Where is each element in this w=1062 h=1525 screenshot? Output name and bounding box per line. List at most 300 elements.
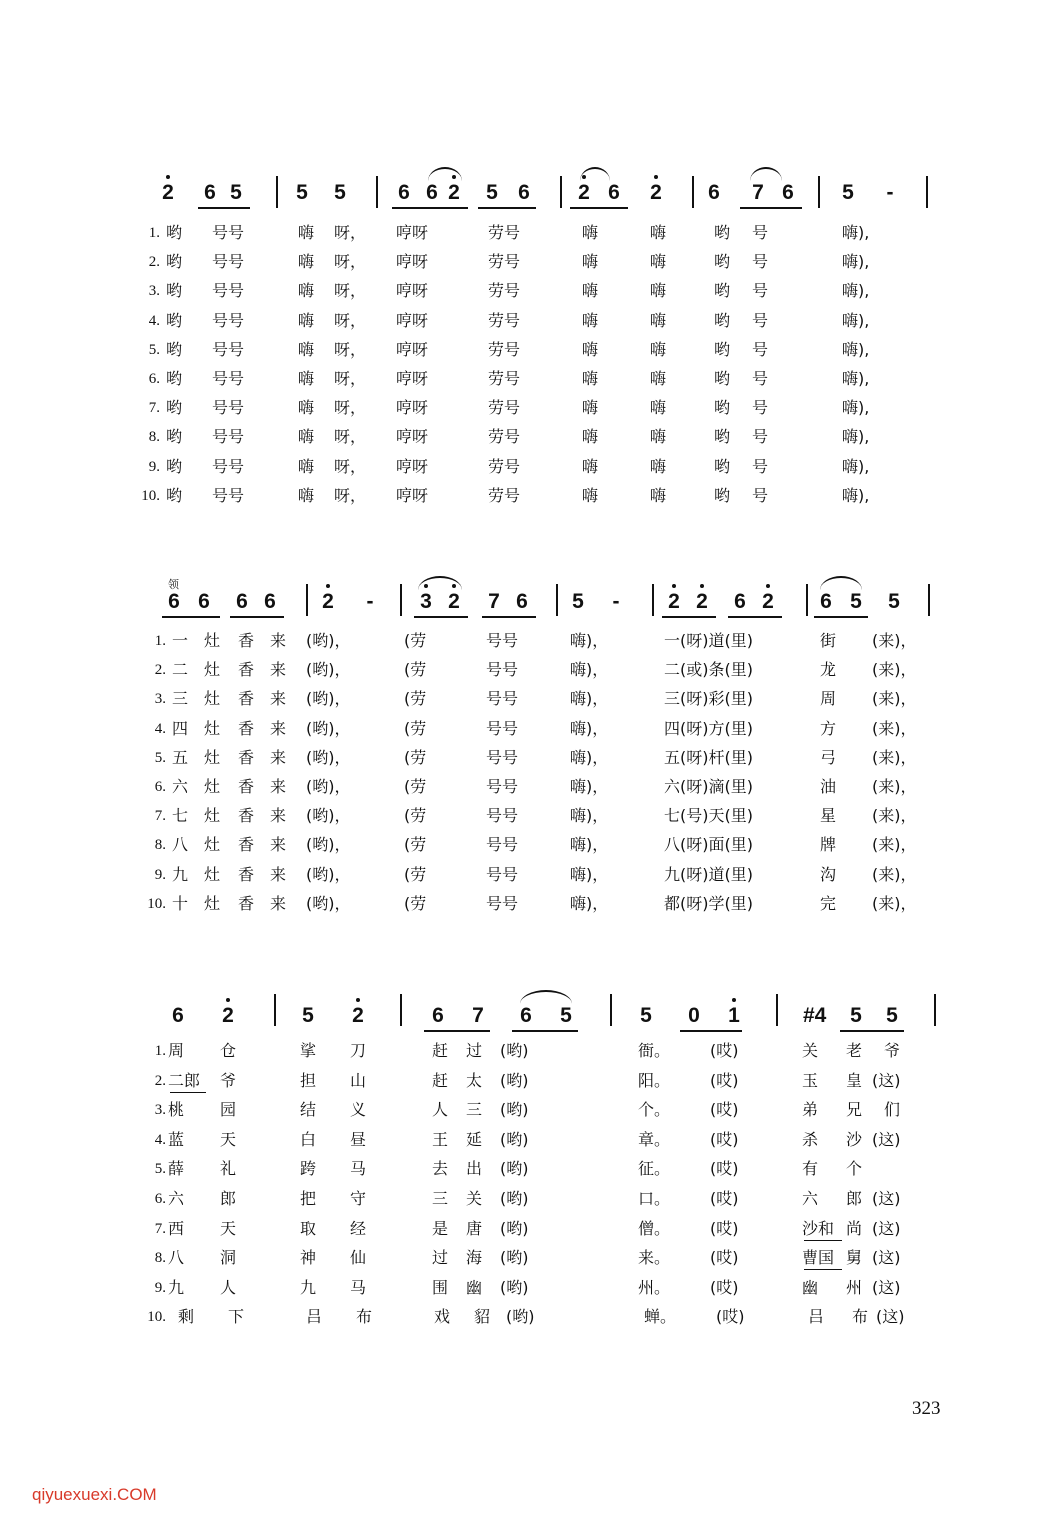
- lyric-word: 灶: [204, 719, 221, 738]
- lyric-word: 一: [172, 631, 189, 650]
- slur-mark: [520, 990, 572, 1004]
- lyric-word: (这): [872, 1189, 901, 1208]
- lyric-word: 尚: [846, 1219, 863, 1238]
- lyric-word: 劳号: [488, 311, 521, 330]
- lyric-word: (哟): [500, 1189, 529, 1208]
- verse-number: 2.: [148, 254, 160, 270]
- lyric-word: 嗨)，: [570, 660, 609, 679]
- lyric-word: 灶: [204, 894, 221, 913]
- lyric-word: 三(呀)彩(里): [664, 689, 753, 708]
- lyric-word: 六: [802, 1189, 819, 1208]
- lyric-row: [0, 1038, 1062, 1064]
- verse-number: 7.: [148, 400, 160, 416]
- lyric-word: 过: [432, 1248, 449, 1267]
- lyric-word: 九(呀)道(里): [664, 865, 753, 884]
- lyric-word: 嗨: [650, 369, 667, 388]
- lyric-word: 嗨: [650, 311, 667, 330]
- lyric-word: (这): [872, 1130, 901, 1149]
- lyric-word: 挲: [300, 1041, 317, 1060]
- lyric-word: 四: [172, 719, 189, 738]
- lyric-word: 守: [350, 1189, 367, 1208]
- lyric-word: (哎): [710, 1278, 739, 1297]
- lyric-word: 六: [172, 777, 189, 796]
- lyric-word: 人: [432, 1100, 449, 1119]
- note: 6: [198, 590, 210, 613]
- lyric-word: 号: [752, 252, 769, 271]
- lyric-word: 号号: [486, 806, 519, 825]
- beam-line: [840, 1030, 904, 1032]
- lyric-word: 来: [270, 748, 287, 767]
- verse-number: 1.: [154, 1043, 166, 1059]
- lyric-word: 哼呀: [396, 281, 429, 300]
- lyric-word: 舅: [846, 1248, 863, 1267]
- verse-number: 1.: [148, 225, 160, 241]
- lyric-word: 去: [432, 1159, 449, 1178]
- lyric-word: 哼呀: [396, 311, 429, 330]
- lyric-word: 号: [752, 369, 769, 388]
- lyric-word: 刀: [350, 1041, 367, 1060]
- lyric-word: 九: [300, 1278, 317, 1297]
- lyric-word: 嗨)，: [570, 865, 609, 884]
- lyric-word: 号号: [212, 252, 245, 271]
- lyric-word: 太: [466, 1071, 483, 1090]
- note: -: [366, 590, 374, 613]
- lyric-word: 哟: [714, 340, 731, 359]
- lyric-word: 哼呀: [396, 486, 429, 505]
- lyric-word: 有: [802, 1159, 819, 1178]
- lyric-word: 嗨: [582, 252, 599, 271]
- lyric-word: 哟: [166, 281, 183, 300]
- lyric-word: (劳: [404, 865, 427, 884]
- lyric-word: 号号: [212, 457, 245, 476]
- lyric-word: 灶: [204, 777, 221, 796]
- octave-dot: [356, 998, 360, 1002]
- lyric-word: 吕: [808, 1307, 825, 1326]
- lyric-word: 香: [238, 631, 255, 650]
- lyric-word: 十: [172, 894, 189, 913]
- note: 6: [236, 590, 248, 613]
- lyric-word: 嗨: [298, 340, 315, 359]
- lyric-word: 嗨: [582, 486, 599, 505]
- lyric-word: 哟: [166, 398, 183, 417]
- note: 5: [486, 181, 498, 204]
- lyric-word: 下: [228, 1307, 245, 1326]
- lyric-word: 哼呀: [396, 457, 429, 476]
- lyric-word: 劳号: [488, 223, 521, 242]
- note: 5: [560, 1004, 572, 1027]
- lyric-row: [0, 1304, 1062, 1330]
- lyric-word: (这): [872, 1278, 901, 1297]
- lyric-word: 灶: [204, 748, 221, 767]
- lyric-word: 灶: [204, 835, 221, 854]
- lyric-word: 龙: [820, 660, 837, 679]
- lyric-word: (哟)，: [306, 631, 351, 650]
- lyric-word: 是: [432, 1219, 449, 1238]
- lyric-word: 嗨: [298, 457, 315, 476]
- lyric-word: 油: [820, 777, 837, 796]
- lyric-word: 弟: [802, 1100, 819, 1119]
- lyric-word: 嗨),: [842, 281, 870, 300]
- lyric-word: 嗨: [582, 398, 599, 417]
- lyric-word: 围: [432, 1278, 449, 1297]
- lyric-word: (哟)，: [306, 689, 351, 708]
- verse-number: 7.: [154, 808, 166, 824]
- lyric-word: 嗨: [298, 311, 315, 330]
- lyric-word: 马: [350, 1159, 367, 1178]
- bar-line: [400, 994, 402, 1026]
- lyric-word: 香: [238, 835, 255, 854]
- lyric-word: 嗨)，: [570, 689, 609, 708]
- lyric-word: 街: [820, 631, 837, 650]
- lyric-word: 杀: [802, 1130, 819, 1149]
- lyric-word: 号号: [212, 311, 245, 330]
- lyric-word: (哟)，: [306, 719, 351, 738]
- lyric-word: (劳: [404, 719, 427, 738]
- note: 5: [850, 590, 862, 613]
- lyric-word: (哎): [710, 1159, 739, 1178]
- lyric-word: (哟)，: [306, 835, 351, 854]
- lyric-word: 延: [466, 1130, 483, 1149]
- lyric-word: 嗨: [582, 457, 599, 476]
- lyric-word: 布: [852, 1307, 869, 1326]
- lyric-word: (劳: [404, 806, 427, 825]
- lyric-word: (这): [872, 1219, 901, 1238]
- lyric-word: 号号: [212, 223, 245, 242]
- lyric-word: 阳。: [638, 1071, 671, 1090]
- lyric-word: 唐: [466, 1219, 483, 1238]
- lyric-word: 哟: [166, 369, 183, 388]
- lyric-word: 呀，: [334, 340, 367, 359]
- lyric-word: 都(呀)学(里): [664, 894, 753, 913]
- note: 6: [398, 181, 410, 204]
- note: 6: [518, 181, 530, 204]
- lyric-word: (劳: [404, 835, 427, 854]
- lyric-word: 嗨: [582, 281, 599, 300]
- verse-number: 3.: [148, 283, 160, 299]
- lyric-word: (来)，: [872, 660, 917, 679]
- lyric-word: 沙和: [802, 1219, 835, 1238]
- lyric-word: 呀，: [334, 398, 367, 417]
- lyric-word: 呀，: [334, 281, 367, 300]
- lyric-word: 号号: [486, 894, 519, 913]
- lyric-word: 州。: [638, 1278, 671, 1297]
- lyric-word: 天: [220, 1219, 237, 1238]
- lyric-word: 嗨: [298, 427, 315, 446]
- lyric-word: 号号: [486, 777, 519, 796]
- lyric-word: 园: [220, 1100, 237, 1119]
- lyric-word: 皇: [846, 1071, 863, 1090]
- lyric-word: 灶: [204, 806, 221, 825]
- lyric-word: 哟: [714, 223, 731, 242]
- octave-dot: [732, 998, 736, 1002]
- lyric-word: (哎): [710, 1041, 739, 1060]
- lyric-word: 剩: [178, 1307, 195, 1326]
- lyric-word: (哟)，: [306, 777, 351, 796]
- lyric-word: 香: [238, 777, 255, 796]
- verse-number: 6.: [154, 779, 166, 795]
- lyric-word: (来)，: [872, 777, 917, 796]
- lyric-word: 幽: [802, 1278, 819, 1297]
- lyric-word: 香: [238, 865, 255, 884]
- lyric-word: 人: [220, 1278, 237, 1297]
- lyric-word: 三: [466, 1100, 483, 1119]
- lyric-word: 嗨),: [842, 311, 870, 330]
- lyric-word: 爷: [884, 1041, 901, 1060]
- note: 2: [448, 590, 460, 613]
- lyric-word: 哟: [714, 398, 731, 417]
- lyric-word: 玉: [802, 1071, 819, 1090]
- lyric-word: 呀，: [334, 457, 367, 476]
- lyric-word: 牌: [820, 835, 837, 854]
- lyric-word: 三: [172, 689, 189, 708]
- note: 6: [608, 181, 620, 204]
- lyric-word: 嗨: [298, 281, 315, 300]
- verse-number: 4.: [154, 721, 166, 737]
- lyric-word: (劳: [404, 631, 427, 650]
- note: 2: [322, 590, 334, 613]
- lyric-word: 布: [356, 1307, 373, 1326]
- note: 6: [516, 590, 528, 613]
- lyric-word: 号: [752, 311, 769, 330]
- lyric-word: 昼: [350, 1130, 367, 1149]
- lyric-word: 哟: [166, 486, 183, 505]
- lyric-word: 貂: [474, 1307, 491, 1326]
- verse-number: 6.: [154, 1191, 166, 1207]
- lyric-word: (哎): [710, 1219, 739, 1238]
- lyric-word: 哼呀: [396, 427, 429, 446]
- verse-number: 8.: [154, 1250, 166, 1266]
- lyric-word: (哟)，: [306, 894, 351, 913]
- lyric-word: 来: [270, 777, 287, 796]
- verse-number: 8.: [154, 837, 166, 853]
- lyric-word: 蓝: [168, 1130, 185, 1149]
- lyric-word: 嗨: [298, 369, 315, 388]
- lyric-word: 香: [238, 748, 255, 767]
- note: 0: [688, 1004, 700, 1027]
- lyric-word: 八: [168, 1248, 185, 1267]
- lyric-word: (哟)，: [306, 748, 351, 767]
- lyric-word: 结: [300, 1100, 317, 1119]
- bar-line: [274, 994, 276, 1026]
- note: 6: [172, 1004, 184, 1027]
- lyric-word: (哟): [500, 1041, 529, 1060]
- lyric-word: (这): [876, 1307, 905, 1326]
- lyric-word: 嗨: [650, 252, 667, 271]
- lyric-word: 嗨: [298, 486, 315, 505]
- lyric-word: 五: [172, 748, 189, 767]
- verse-number: 9.: [154, 867, 166, 883]
- lyric-word: 嗨),: [842, 457, 870, 476]
- lyric-word: 号号: [486, 748, 519, 767]
- bar-line: [934, 994, 936, 1026]
- note: 7: [472, 1004, 484, 1027]
- lyric-word: 哼呀: [396, 223, 429, 242]
- lyric-word: 号号: [212, 369, 245, 388]
- lyric-word: 爷: [220, 1071, 237, 1090]
- beam-line: [512, 1030, 578, 1032]
- beam-line: [424, 1030, 490, 1032]
- note: 6: [520, 1004, 532, 1027]
- verse-number: 9.: [148, 459, 160, 475]
- note: 2: [578, 181, 590, 204]
- note: 5: [640, 1004, 652, 1027]
- lyric-word: (来)，: [872, 835, 917, 854]
- lyric-word: 嗨),: [842, 340, 870, 359]
- lyric-word: (来)，: [872, 894, 917, 913]
- lyric-word: 灶: [204, 689, 221, 708]
- note: 2: [352, 1004, 364, 1027]
- lyric-word: 嗨)，: [570, 806, 609, 825]
- lyric-word: 嗨),: [842, 486, 870, 505]
- lyric-word: (这): [872, 1071, 901, 1090]
- verse-number: 3.: [154, 1102, 166, 1118]
- verse-number: 1.: [154, 633, 166, 649]
- note: 1: [728, 1004, 740, 1027]
- lyric-word: (这): [872, 1248, 901, 1267]
- lyric-word: 香: [238, 719, 255, 738]
- lyric-word: 号号: [212, 486, 245, 505]
- note: 5: [842, 181, 854, 204]
- lyric-word: 个: [846, 1159, 863, 1178]
- lyric-word: 呀，: [334, 311, 367, 330]
- lyric-word: 过: [466, 1041, 483, 1060]
- lyric-word: 来: [270, 894, 287, 913]
- note: 5: [334, 181, 346, 204]
- lyric-row: [0, 1156, 1062, 1182]
- note: 7: [752, 181, 764, 204]
- lyric-word: 六: [168, 1189, 185, 1208]
- lyric-word: 嗨: [650, 427, 667, 446]
- lyric-row: [0, 1275, 1062, 1301]
- verse-number: 9.: [154, 1280, 166, 1296]
- lyric-word: 号号: [486, 719, 519, 738]
- lyric-word: 哼呀: [396, 340, 429, 359]
- lyric-word: 呀，: [334, 223, 367, 242]
- lyric-word: 号号: [486, 660, 519, 679]
- name-underline: [804, 1240, 842, 1241]
- lyric-word: 口。: [638, 1189, 671, 1208]
- note: #4: [803, 1004, 827, 1027]
- lyric-word: 灶: [204, 865, 221, 884]
- note: 5: [888, 590, 900, 613]
- lyric-word: 嗨: [298, 398, 315, 417]
- lyric-word: 哟: [714, 311, 731, 330]
- note: 6: [820, 590, 832, 613]
- lyric-word: 担: [300, 1071, 317, 1090]
- lyric-word: 章。: [638, 1130, 671, 1149]
- lyric-word: 们: [884, 1100, 901, 1119]
- lyric-word: 王: [432, 1130, 449, 1149]
- lyric-word: 桃: [168, 1100, 185, 1119]
- lyric-word: 七: [172, 806, 189, 825]
- lyric-word: 嗨)，: [570, 894, 609, 913]
- lyric-word: 二: [172, 660, 189, 679]
- lyric-word: 号: [752, 340, 769, 359]
- lyric-word: 嗨: [298, 252, 315, 271]
- lyric-word: (哟)，: [306, 865, 351, 884]
- lyric-word: 号号: [212, 281, 245, 300]
- note: 6: [782, 181, 794, 204]
- name-underline: [804, 1269, 842, 1270]
- note: 2: [762, 590, 774, 613]
- lyric-word: 天: [220, 1130, 237, 1149]
- lyric-word: 嗨)，: [570, 777, 609, 796]
- lyric-word: 郎: [846, 1189, 863, 1208]
- lyric-word: 香: [238, 660, 255, 679]
- lyric-word: 周: [168, 1041, 185, 1060]
- lyric-word: (哟): [500, 1248, 529, 1267]
- lyric-word: 香: [238, 806, 255, 825]
- lyric-word: 嗨)，: [570, 631, 609, 650]
- lyric-word: 嗨)，: [570, 835, 609, 854]
- lyric-word: 五(呀)杆(里): [664, 748, 753, 767]
- lyric-word: 八: [172, 835, 189, 854]
- lyric-word: 嗨: [650, 340, 667, 359]
- lyric-word: 香: [238, 689, 255, 708]
- lyric-word: (哎): [716, 1307, 745, 1326]
- lyric-word: 七(号)天(里): [664, 806, 753, 825]
- lyric-word: 神: [300, 1248, 317, 1267]
- lyric-word: 蝉。: [644, 1307, 677, 1326]
- lyric-word: 仙: [350, 1248, 367, 1267]
- lyric-word: (哟): [500, 1130, 529, 1149]
- page-number: 323: [912, 1398, 941, 1419]
- lyric-word: 号号: [486, 865, 519, 884]
- note: -: [612, 590, 620, 613]
- lyric-word: 嗨),: [842, 369, 870, 388]
- lyric-word: (哎): [710, 1100, 739, 1119]
- lyric-word: 吕: [306, 1307, 323, 1326]
- lyric-word: 哟: [714, 427, 731, 446]
- lyric-word: 征。: [638, 1159, 671, 1178]
- lyric-word: 号号: [486, 689, 519, 708]
- lyric-word: 号: [752, 427, 769, 446]
- lyric-row: [0, 1216, 1062, 1242]
- lyric-word: 呀，: [334, 427, 367, 446]
- lyric-word: 嗨: [582, 311, 599, 330]
- lyric-word: 哟: [714, 457, 731, 476]
- lyric-word: 八(呀)面(里): [664, 835, 753, 854]
- lyric-word: 呀，: [334, 369, 367, 388]
- watermark: qiyuexuexi.COM: [32, 1485, 157, 1504]
- lyric-word: 幽: [466, 1278, 483, 1297]
- lyric-word: 哼呀: [396, 369, 429, 388]
- lyric-word: 来。: [638, 1248, 671, 1267]
- note: 2: [222, 1004, 234, 1027]
- lyric-word: 灶: [204, 631, 221, 650]
- note: 6: [426, 181, 438, 204]
- lyric-word: 仓: [220, 1041, 237, 1060]
- lyric-word: 九: [172, 865, 189, 884]
- lyric-word: 方: [820, 719, 837, 738]
- lyric-word: (哟)，: [306, 660, 351, 679]
- lyric-word: (劳: [404, 660, 427, 679]
- lyric-word: 香: [238, 894, 255, 913]
- verse-number: 2.: [154, 662, 166, 678]
- verse-number: 2.: [154, 1073, 166, 1089]
- lyric-word: 呀，: [334, 486, 367, 505]
- lyric-word: 二(或)条(里): [664, 660, 753, 679]
- note: 2: [650, 181, 662, 204]
- lyric-word: 周: [820, 689, 837, 708]
- note: 5: [850, 1004, 862, 1027]
- lyric-word: 马: [350, 1278, 367, 1297]
- lyric-word: 嗨)，: [570, 748, 609, 767]
- verse-number: 10.: [147, 1309, 166, 1325]
- lyric-word: 呀，: [334, 252, 367, 271]
- lyric-word: 关: [802, 1041, 819, 1060]
- note: -: [886, 181, 894, 204]
